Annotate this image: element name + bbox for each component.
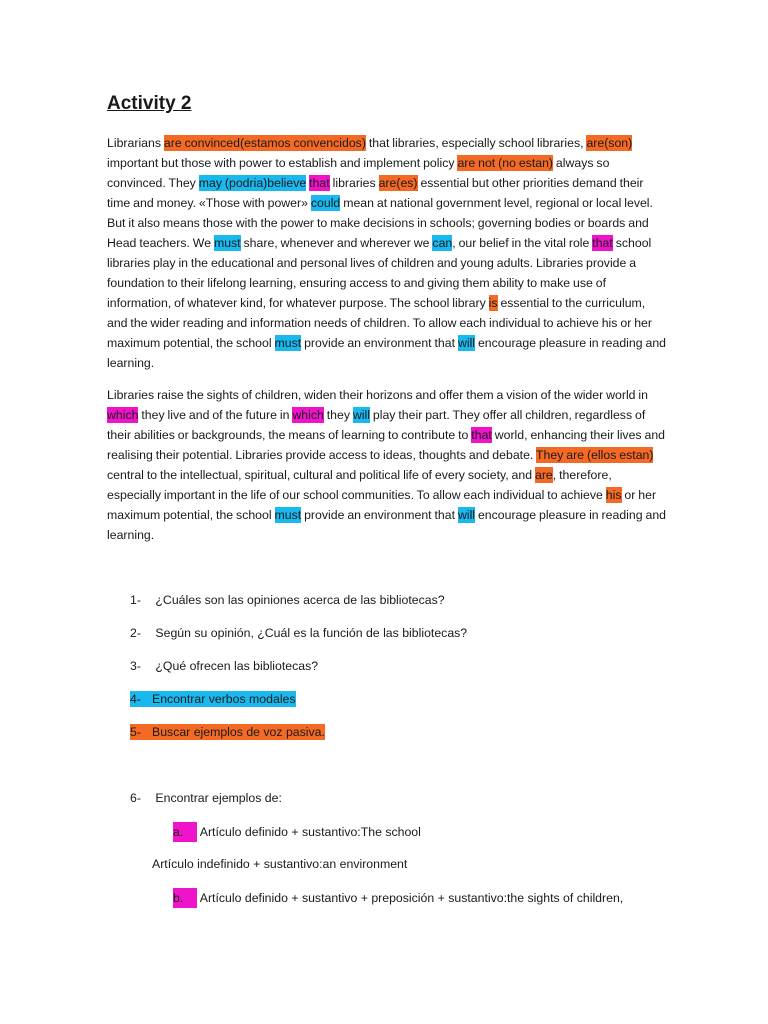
highlight-magenta: which bbox=[107, 408, 139, 422]
highlight-cyan: must bbox=[213, 236, 241, 250]
highlight-orange: They are (ellos estan) bbox=[536, 448, 654, 462]
highlight-cyan: will bbox=[352, 408, 370, 422]
sub-item-text: Artículo definido + sustantivo + preposición + sustantivo:the sights of children, bbox=[199, 891, 624, 905]
paragraph-1 bbox=[107, 133, 667, 373]
question-5 bbox=[130, 723, 325, 741]
text-run: , therefore, especially important in the life of our school communities. To allow each individual to achieve bbox=[107, 468, 612, 502]
text-run: libraries bbox=[329, 176, 379, 190]
question-4 bbox=[130, 690, 296, 708]
text-run: encourage pleasure in reading and learning. bbox=[107, 336, 667, 370]
highlight-magenta: which bbox=[292, 408, 324, 422]
highlight-orange bbox=[130, 724, 325, 740]
text-run: important but those with power to establish and implement policy bbox=[107, 156, 458, 170]
text-run: share, whenever and wherever we bbox=[240, 236, 433, 250]
text-run: Librarians bbox=[107, 136, 164, 150]
sub-item-letter: a. bbox=[173, 822, 197, 842]
highlight-magenta: that bbox=[471, 428, 492, 442]
question-text: Buscar ejemplos de voz pasiva. bbox=[152, 725, 325, 739]
text-run: play their part. They offer all children, regardless of their abilities or backgrounds, the means of learning to contribute to bbox=[107, 408, 646, 442]
sub-item-text: Artículo indefinido + sustantivo:an environment bbox=[152, 857, 408, 871]
text-run: provide an environment that bbox=[301, 336, 458, 350]
sub-item-indefinite bbox=[152, 855, 407, 873]
question-number: 3- bbox=[130, 659, 141, 673]
text-run: , our belief in the vital role bbox=[452, 236, 593, 250]
highlight-orange: his bbox=[605, 488, 622, 502]
highlight-cyan: must bbox=[274, 508, 302, 522]
highlight-cyan: can bbox=[432, 236, 453, 250]
highlight-cyan: must bbox=[274, 336, 302, 350]
highlight-cyan: could bbox=[310, 196, 341, 210]
text-run: that libraries, especially school libraries, bbox=[365, 136, 587, 150]
text-run: or her maximum potential, the school bbox=[107, 488, 657, 522]
highlight-cyan: will bbox=[457, 336, 476, 350]
highlight-orange: are not (no estan) bbox=[457, 156, 554, 170]
text-run: Libraries raise the sights of children, widen their horizons and offer them a vision of the wider world in bbox=[107, 388, 648, 402]
question-number: 1- bbox=[130, 593, 141, 607]
text-run: always so convinced. They bbox=[107, 156, 610, 190]
sub-item-b bbox=[173, 888, 623, 908]
question-3 bbox=[130, 657, 318, 675]
question-2 bbox=[130, 624, 467, 642]
question-6 bbox=[130, 789, 282, 807]
text-run: central to the intellectual, spiritual, cultural and political life of every society, and bbox=[107, 468, 535, 482]
question-number: 5- bbox=[130, 725, 141, 739]
question-number: 4- bbox=[130, 692, 141, 706]
question-number: 6- bbox=[130, 791, 141, 805]
highlight-orange: are convinced(estamos convencidos) bbox=[163, 136, 366, 150]
question-text: Según su opinión, ¿Cuál es la función de las bibliotecas? bbox=[155, 626, 468, 640]
question-text: ¿Cuáles son las opiniones acerca de las bibliotecas? bbox=[155, 593, 445, 607]
page-title: Activity 2 bbox=[107, 93, 192, 114]
highlight-orange: are(son) bbox=[586, 136, 633, 150]
highlight-magenta: that bbox=[592, 236, 613, 250]
sub-item-text: Artículo definido + sustantivo:The school bbox=[199, 825, 421, 839]
text-run: school libraries play in the educational and personal lives of children and young adults. Libraries provide a foundation to their lifelong learning, ensuring access to and giving them ability to make use of information, of whatever kind, for whatever purpose. The school library bbox=[107, 236, 652, 310]
highlight-orange: are(es) bbox=[378, 176, 418, 190]
highlight-cyan: may (podria)believe bbox=[198, 176, 307, 190]
sub-item-letter: b. bbox=[173, 888, 197, 908]
question-text: Encontrar verbos modales bbox=[152, 692, 296, 706]
question-1 bbox=[130, 591, 445, 609]
text-run: they live and of the future in bbox=[138, 408, 293, 422]
question-text: ¿Qué ofrecen las bibliotecas? bbox=[155, 659, 319, 673]
highlight-cyan: will bbox=[457, 508, 476, 522]
question-number: 2- bbox=[130, 626, 141, 640]
highlight-magenta: that bbox=[309, 176, 330, 190]
highlight-orange: is bbox=[488, 296, 498, 310]
highlight-cyan bbox=[130, 691, 296, 707]
text-run: provide an environment that bbox=[301, 508, 458, 522]
question-text: Encontrar ejemplos de: bbox=[155, 791, 282, 805]
text-run: essential to the curriculum, and the wider reading and information needs of children. To allow each individual to achieve his or her maximum potential, the school bbox=[107, 296, 652, 350]
text-run: mean at national government level, regional or local level. But it also means those with the power to make decisions in schools; governing bodies or boards and Head teachers. We bbox=[107, 196, 653, 250]
text-run: they bbox=[323, 408, 353, 422]
highlight-orange: are bbox=[535, 468, 553, 482]
text-run: essential but other priorities demand their time and money. «Those with power» bbox=[107, 176, 644, 210]
sub-item-a bbox=[173, 822, 421, 842]
text-run: world, enhancing their lives and realising their potential. Libraries provide access to ideas, thoughts and debate. bbox=[107, 428, 666, 462]
paragraph-2 bbox=[107, 385, 667, 545]
text-run: encourage pleasure in reading and learning. bbox=[107, 508, 667, 542]
